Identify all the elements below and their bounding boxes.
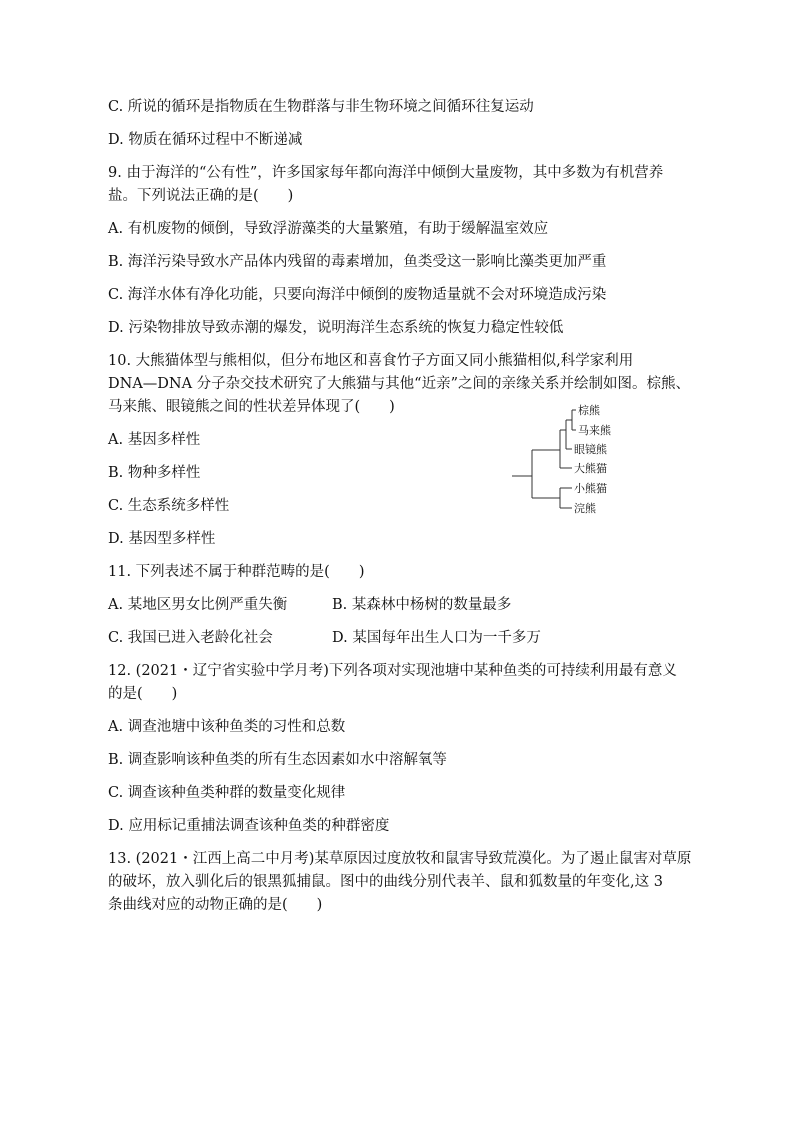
q12-option-d: D. 应用标记重捕法调查该种鱼类的种群密度 xyxy=(108,818,390,834)
q10-option-a: A. 基因多样性 xyxy=(108,432,201,448)
q10-stem-line2: DNA—DNA 分子杂交技术研究了大熊猫与其他“近亲”之间的亲缘关系并绘制如图。棕熊、 xyxy=(108,376,691,392)
q10-option-c: C. 生态系统多样性 xyxy=(108,498,230,514)
tree-label-giant-panda: 大熊猫 xyxy=(574,462,607,475)
tree-label-raccoon: 浣熊 xyxy=(574,502,596,515)
q12-stem-line1: 12. (2021・辽宁省实验中学月考)下列各项对实现池塘中某种鱼类的可持续利用最有意义 xyxy=(108,663,677,679)
q9-option-c: C. 海洋水体有净化功能，只要向海洋中倾倒的废物适量就不会对环境造成污染 xyxy=(108,287,607,303)
q12-option-c: C. 调查该种鱼类种群的数量变化规律 xyxy=(108,785,346,801)
q8-option-c: C. 所说的循环是指物质在生物群落与非生物环境之间循环往复运动 xyxy=(108,99,534,115)
q11-option-b: B. 某森林中杨树的数量最多 xyxy=(332,597,512,613)
q10-stem-line1: 10. 大熊猫体型与熊相似，但分布地区和喜食竹子方面又同小熊猫相似,科学家利用 xyxy=(108,353,634,369)
q11-stem: 11. 下列表述不属于种群范畴的是( ) xyxy=(108,564,365,580)
q13-stem-line3: 条曲线对应的动物正确的是( ) xyxy=(108,897,323,913)
q11-option-a: A. 某地区男女比例严重失衡 xyxy=(108,597,288,613)
q11-option-d: D. 某国每年出生人口为一千多万 xyxy=(332,630,541,646)
q9-option-a: A. 有机废物的倾倒，导致浮游藻类的大量繁殖，有助于缓解温室效应 xyxy=(108,221,549,237)
q13-stem-line2: 的破坏，放入驯化后的银黑狐捕鼠。图中的曲线分别代表羊、鼠和狐数量的年变化,这 3 xyxy=(108,874,663,890)
tree-label-brown-bear: 棕熊 xyxy=(578,404,600,417)
tree-label-red-panda: 小熊猫 xyxy=(574,482,607,495)
q10-stem-line3: 马来熊、眼镜熊之间的性状差异体现了( ) xyxy=(108,399,395,415)
q13-stem-line1: 13. (2021・江西上高二中月考)某草原因过度放牧和鼠害导致荒漠化。为了遏止鼠害对草原 xyxy=(108,851,692,867)
q9-option-b: B. 海洋污染导致水产品体内残留的毒素增加，鱼类受这一影响比藻类更加严重 xyxy=(108,254,607,270)
q10-option-b: B. 物种多样性 xyxy=(108,465,201,481)
phylogenetic-tree-figure xyxy=(508,398,668,518)
q9-stem-line1: 9. 由于海洋的“公有性”，许多国家每年都向海洋中倾倒大量废物，其中多数为有机营养 xyxy=(108,165,664,181)
q8-option-d: D. 物质在循环过程中不断递减 xyxy=(108,132,303,148)
q12-stem-line2: 的是( ) xyxy=(108,686,178,702)
q12-option-a: A. 调查池塘中该种鱼类的习性和总数 xyxy=(108,719,346,735)
q12-option-b: B. 调查影响该种鱼类的所有生态因素如水中溶解氧等 xyxy=(108,752,447,768)
q10-option-d: D. 基因型多样性 xyxy=(108,531,216,547)
q11-option-c: C. 我国已进入老龄化社会 xyxy=(108,630,273,646)
tree-label-sun-bear: 马来熊 xyxy=(578,424,611,437)
tree-label-spectacled-bear: 眼镜熊 xyxy=(574,443,607,456)
q9-stem-line2: 盐。下列说法正确的是( ) xyxy=(108,188,294,204)
q9-option-d: D. 污染物排放导致赤潮的爆发，说明海洋生态系统的恢复力稳定性较低 xyxy=(108,320,564,336)
